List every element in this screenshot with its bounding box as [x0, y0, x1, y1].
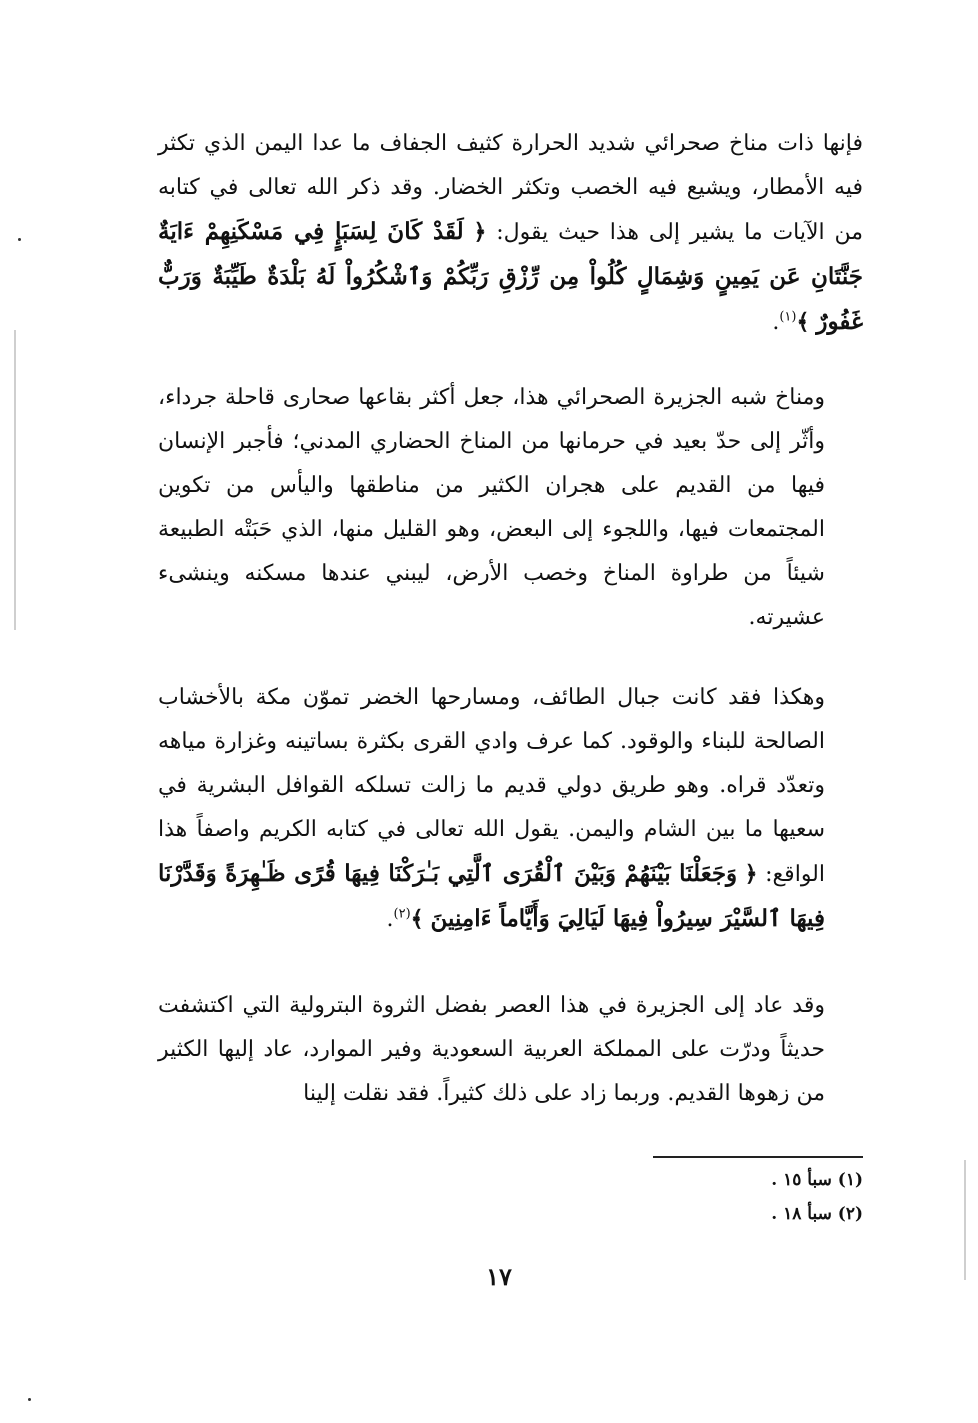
scan-speck: [28, 1398, 31, 1401]
footnotes: [600, 1163, 863, 1231]
scan-edge-mark: [14, 330, 16, 630]
paragraph-2-text: ومناخ شبه الجزيرة الصحرائي هذا، جعل أكثر بقاعها صحارى قاحلة جرداء، وأثّر إلى حدّ بعيد في حرمانها من المناخ الحضاري المدني؛ فأجبر الإنسان فيها من القديم على هجران الكثير من مناطقها واليأس من تكوين المجتمعات فيها، واللجوء إلى البعض، وهو القليل منها، الذي حَبَتْه الطبيعة شيئاً من طراوة المناخ وخصب الأرض، ليبني عندها مسكنه وينشىء عشيرته.: [158, 385, 825, 630]
footnote-ref-2: (٢): [393, 906, 411, 922]
footnote-divider: [653, 1156, 863, 1158]
scan-speck: [18, 238, 21, 241]
quran-verse-2: وَجَعَلْنَا بَيْنَهُمْ وَبَيْنَ ٱلْقُرَى ٱلَّتِي بَـٰرَكْنَا فِيهَا قُرًى ظَـٰهِرَةً وَقَدَّرْنَا فِيهَا ٱلسَّيْرَ سِيرُواْ فِيهَا لَيَالِيَ وَأَيَّاماً ءَامِنِينَ: [158, 860, 825, 932]
verse-1-open-bracket: ﴿: [473, 219, 487, 245]
paragraph-3-text: وهكذا فقد كانت جبال الطائف، ومسارحها الخضر تموّن مكة بالأخشاب الصالحة للبناء والوقود. كما عرف وادي القرى بكثرة بساتينه وغزارة مياهه وتعدّد قراه. وهو طريق دولي قديم ما زالت تسلكه القوافل البشرية في سعيها ما بين الشام واليمن. يقول الله تعالى في كتابه الكريم واصفاً هذا الواقع:: [158, 685, 825, 887]
paragraph-3: [158, 676, 863, 942]
paragraph-3-end: .: [386, 907, 394, 932]
paragraph-4-text: وقد عاد إلى الجزيرة في هذا العصر بفضل الثروة البترولية التي اكتشفت حديثاً ودرّت على المملكة العربية السعودية وفير الموارد، عاد إليها الكثير من زهوها القديم. وربما زاد على ذلك كثيراً. فقد نقلت إلينا: [158, 993, 825, 1106]
verse-1-close-bracket: ﴾: [796, 309, 810, 335]
paragraph-4: [158, 984, 863, 1116]
paragraph-1: [158, 122, 863, 345]
footnote-1: (١) سبأ ١٥ .: [771, 1170, 863, 1190]
paragraph-2: [158, 376, 863, 640]
paragraph-1-text: فإنها ذات مناخ صحرائي شديد الحرارة كثيف الجفاف ما عدا اليمن الذي تكثر فيه الأمطار، ويشيع فيه الخصب وتكثر الخضار. وقد ذكر الله تعالى في كتابه من الآيات ما يشير إلى هذا حيث يقول:: [158, 131, 863, 245]
scan-edge-mark: [964, 1160, 966, 1280]
paragraph-1-end: .: [772, 310, 780, 335]
footnote-2: (٢) سبأ ١٨ .: [771, 1204, 863, 1224]
quran-verse-1: لَقَدْ كَانَ لِسَبَإٍ فِي مَسْكَنِهِمْ ءَايَةٌ جَنَّتَانِ عَن يَمِينٍ وَشِمَالٍ كُلُواْ مِن رِّزْقِ رَبِّكُمْ وَٱشْكُرُواْ لَهُ بَلْدَةٌ طَيِّبَةٌ وَرَبٌّ غَفُورٌ: [158, 218, 863, 335]
verse-2-open-bracket: ﴿: [744, 861, 758, 887]
footnote-ref-1: (١): [779, 309, 797, 325]
verse-2-close-bracket: ﴾: [410, 906, 424, 932]
page-number: ١٧: [486, 1262, 512, 1291]
